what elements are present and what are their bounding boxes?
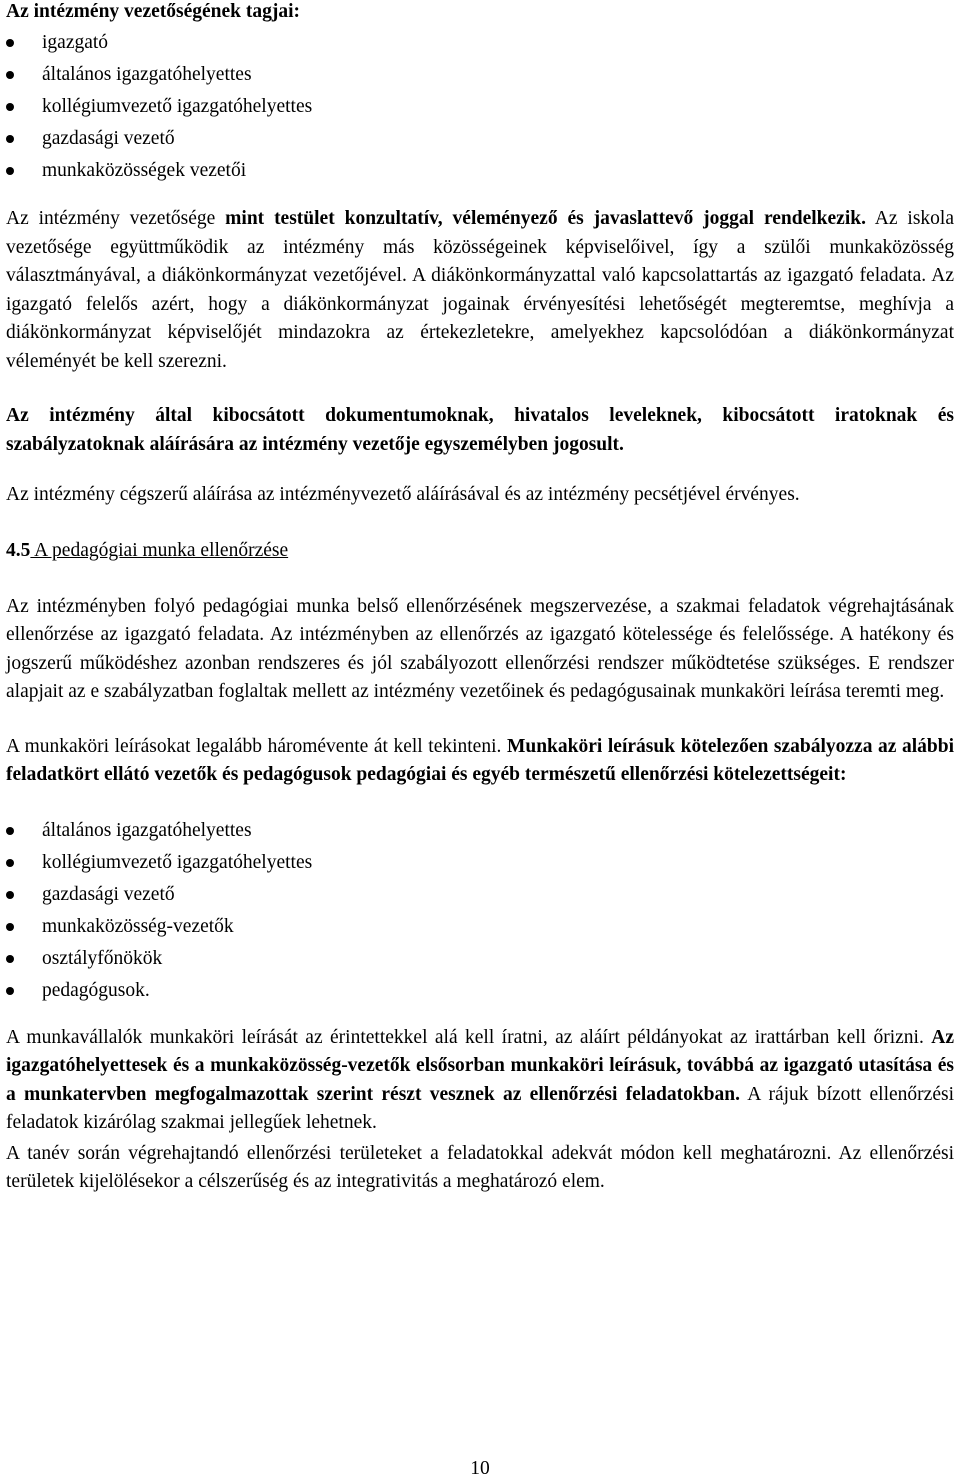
list-item: pedagógusok. bbox=[6, 975, 954, 1007]
paragraph-bold-text: mint testület konzultatív, véleményező és javaslattevő joggal rendelkezik. bbox=[225, 208, 866, 229]
paragraph-company-signature: Az intézmény cégszerű aláírása az intézményvezető aláírásával és az intézmény pecsétjével érvényes. bbox=[6, 484, 800, 505]
paragraph-signing-authority: Az intézmény által kibocsátott dokumentumoknak, hivatalos leveleknek, kibocsátott iratoknak és szabályzatoknak aláírására az intézmény vezetője egyszemélyben jogosult. bbox=[6, 405, 954, 455]
list-item: általános igazgatóhelyettes bbox=[6, 59, 954, 91]
roles-list bbox=[6, 815, 954, 1007]
paragraph-employee-signatures bbox=[6, 1024, 954, 1138]
paragraph-control-areas: A tanév során végrehajtandó ellenőrzési területeket a feladatokkal adekvát módon kell meghatározni. Az ellenőrzési területek kijelölésekor a célszerűség és az integrativitás a meghatározó elem. bbox=[6, 1142, 954, 1192]
paragraph-text: A rájuk bízott ellenőrzési feladatok kizárólag szakmai jellegűek lehetnek. bbox=[6, 1083, 954, 1133]
leaders-list bbox=[6, 27, 954, 187]
page-number: 10 bbox=[470, 1458, 490, 1479]
list-item: munkaközösség-vezetők bbox=[6, 911, 954, 943]
section-heading bbox=[6, 537, 954, 565]
paragraph-bold-text: Az igazgatóhelyettesek és a munkaközösség-vezetők elsősorban munkaköri leírásuk, továbbá az igazgató utasítása és a munkatervben megfogalmazottak szerint részt vesznek az ellenőrzési feladatokban. bbox=[6, 1026, 954, 1105]
list-item: gazdasági vezető bbox=[6, 123, 954, 155]
document-page bbox=[6, 0, 954, 1197]
section-number: 4.5 bbox=[6, 539, 31, 561]
section-title: A pedagógiai munka ellenőrzése bbox=[30, 539, 289, 561]
paragraph-job-descriptions bbox=[6, 733, 954, 790]
paragraph-text: A munkaköri leírásokat legalább háromévente át kell tekinteni. bbox=[6, 735, 507, 757]
list-item: kollégiumvezető igazgatóhelyettes bbox=[6, 91, 954, 123]
list-item: igazgató bbox=[6, 27, 954, 59]
paragraph-bold-text: Munkaköri leírásuk kötelezően szabályozza az alábbi feladatkört ellátó vezetők és pedagógusok pedagógiai és egyéb természetű ellenőrzési kötelezettségeit: bbox=[6, 735, 955, 785]
paragraph-text: Az iskola vezetősége együttműködik az intézmény más közösségeinek képviselőivel, így a szülői munkaközösség választmányával, a diákönkormányzat vezetőjével. A diákönkormányzattal való kapcsolattartás az igazgató feladata. Az igazgató felelős azért, hogy a diákönkormányzat jogainak érvényesítési lehetőségét megteremtse, meghívja a diákönkormányzat képviselőjét mindazokra az értekezletekre, amelyekhez kapcsolódóan a diákönkormányzat véleményét be kell szerezni. bbox=[6, 208, 954, 372]
paragraph-leadership-role bbox=[6, 205, 954, 376]
paragraph-internal-control: Az intézményben folyó pedagógiai munka belső ellenőrzésének megszervezése, a szakmai feladatok végrehajtásának ellenőrzése az igazgató feladata. Az intézményben az ellenőrzés az igazgató kötelessége és felelőssége. A hatékony és jogszerű működéshez azonban rendszeres és jól szabályozott ellenőrzési rendszer működtetése szükséges. E rendszer alapjait az e szabályzatban foglaltak mellett az intézmény vezetőinek és pedagógusainak munkaköri leírása teremti meg. bbox=[6, 595, 954, 702]
list-item: munkaközösségek vezetői bbox=[6, 155, 954, 187]
list-item: osztályfőnökök bbox=[6, 943, 954, 975]
leaders-heading: Az intézmény vezetőségének tagjai: bbox=[6, 1, 301, 22]
paragraph-text: A munkavállalók munkaköri leírását az érintettekkel alá kell íratni, az aláírt példányokat az irattárban kell őrizni. bbox=[6, 1026, 932, 1048]
list-item: gazdasági vezető bbox=[6, 879, 954, 911]
list-item: általános igazgatóhelyettes bbox=[6, 815, 954, 847]
list-item: kollégiumvezető igazgatóhelyettes bbox=[6, 847, 954, 879]
paragraph-text: Az intézmény vezetősége bbox=[6, 208, 226, 229]
